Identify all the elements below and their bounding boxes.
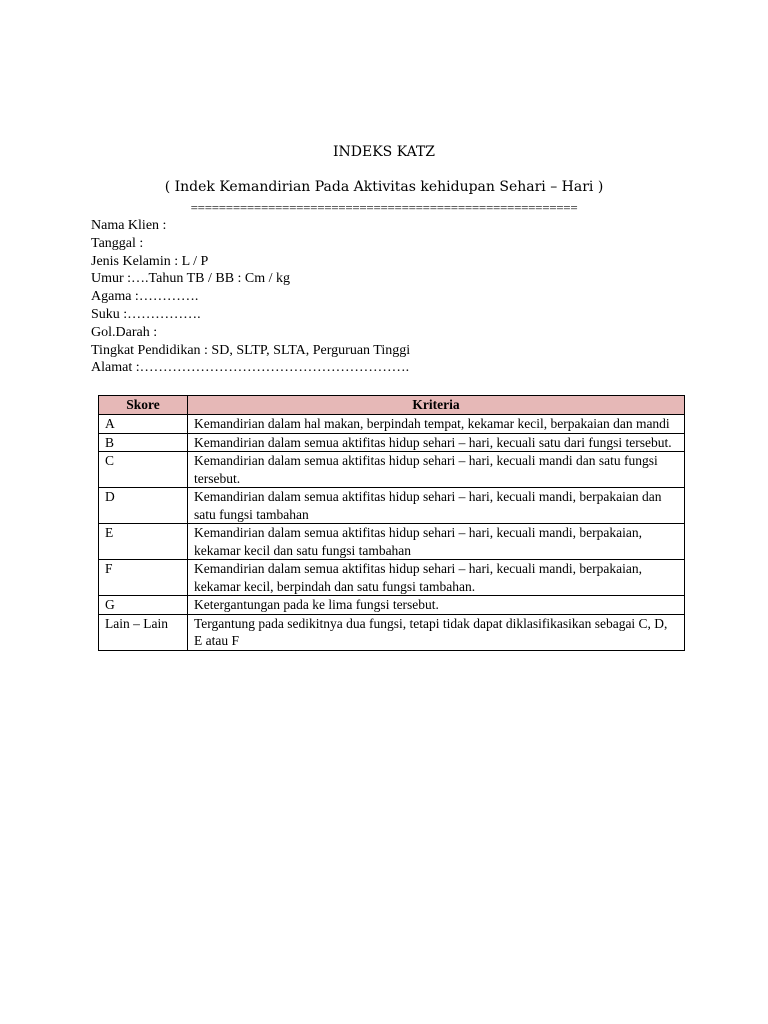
field-suku: Suku :…………….: [91, 306, 201, 322]
cell-skor: E: [99, 524, 188, 560]
field-nama-klien: Nama Klien :: [91, 218, 167, 233]
cell-kriteria: Kemandirian dalam hal makan, berpindah tempat, kekamar kecil, berpakaian dan mandi: [188, 415, 685, 434]
table-row: [99, 560, 685, 596]
field-agama: Agama :………….: [91, 289, 199, 305]
table-header-row: [99, 396, 685, 415]
patient-info-fields: [91, 217, 691, 377]
katz-index-table: [98, 395, 685, 651]
field-tingkat-pendidikan: Tingkat Pendidikan : SD, SLTP, SLTA, Perguruan Tinggi: [91, 342, 411, 358]
table-row: [99, 614, 685, 650]
table-row: [99, 452, 685, 488]
cell-skor: A: [99, 415, 188, 434]
cell-kriteria: Kemandirian dalam semua aktifitas hidup sehari – hari, kecuali mandi, berpakaian, kekamar kecil, berpindah dan satu fungsi tambahan.: [188, 560, 685, 596]
cell-kriteria: Ketergantungan pada ke lima fungsi tersebut.: [188, 596, 685, 615]
table-row: [99, 488, 685, 524]
cell-kriteria: Kemandirian dalam semua aktifitas hidup sehari – hari, kecuali mandi dan satu fungsi tersebut.: [188, 452, 685, 488]
cell-kriteria: Kemandirian dalam semua aktifitas hidup sehari – hari, kecuali mandi, berpakaian dan satu fungsi tambahan: [188, 488, 685, 524]
field-alamat: Alamat :………………………………………………….: [91, 360, 410, 376]
cell-skor: D: [99, 488, 188, 524]
field-tanggal: Tanggal :: [91, 235, 144, 251]
table-row: [99, 433, 685, 452]
table-row: [99, 415, 685, 434]
column-header-kriteria: Kriteria: [188, 396, 685, 415]
field-jenis-kelamin: Jenis Kelamin : L / P: [91, 253, 209, 269]
cell-kriteria: Tergantung pada sedikitnya dua fungsi, tetapi tidak dapat diklasifikasikan sebagai C, D, E atau F: [188, 614, 685, 650]
field-umur: Umur :….Tahun TB / BB : Cm / kg: [91, 271, 291, 287]
cell-skor: B: [99, 433, 188, 452]
cell-skor: C: [99, 452, 188, 488]
document-subtitle: ( Indek Kemandirian Pada Aktivitas kehidupan Sehari – Hari ): [164, 179, 604, 195]
cell-skor: G: [99, 596, 188, 615]
table-row: [99, 524, 685, 560]
cell-skor: Lain – Lain: [99, 614, 188, 650]
cell-kriteria: Kemandirian dalam semua aktifitas hidup sehari – hari, kecuali mandi, berpakaian, kekamar kecil dan satu fungsi tambahan: [188, 524, 685, 560]
divider-line: =======================================================: [190, 200, 578, 215]
column-header-skore: Skore: [99, 396, 188, 415]
cell-skor: F: [99, 560, 188, 596]
field-gol-darah: Gol.Darah :: [91, 324, 158, 340]
table-row: [99, 596, 685, 615]
document-title: INDEKS KATZ: [332, 144, 436, 160]
cell-kriteria: Kemandirian dalam semua aktifitas hidup sehari – hari, kecuali satu dari fungsi tersebut.: [188, 433, 685, 452]
